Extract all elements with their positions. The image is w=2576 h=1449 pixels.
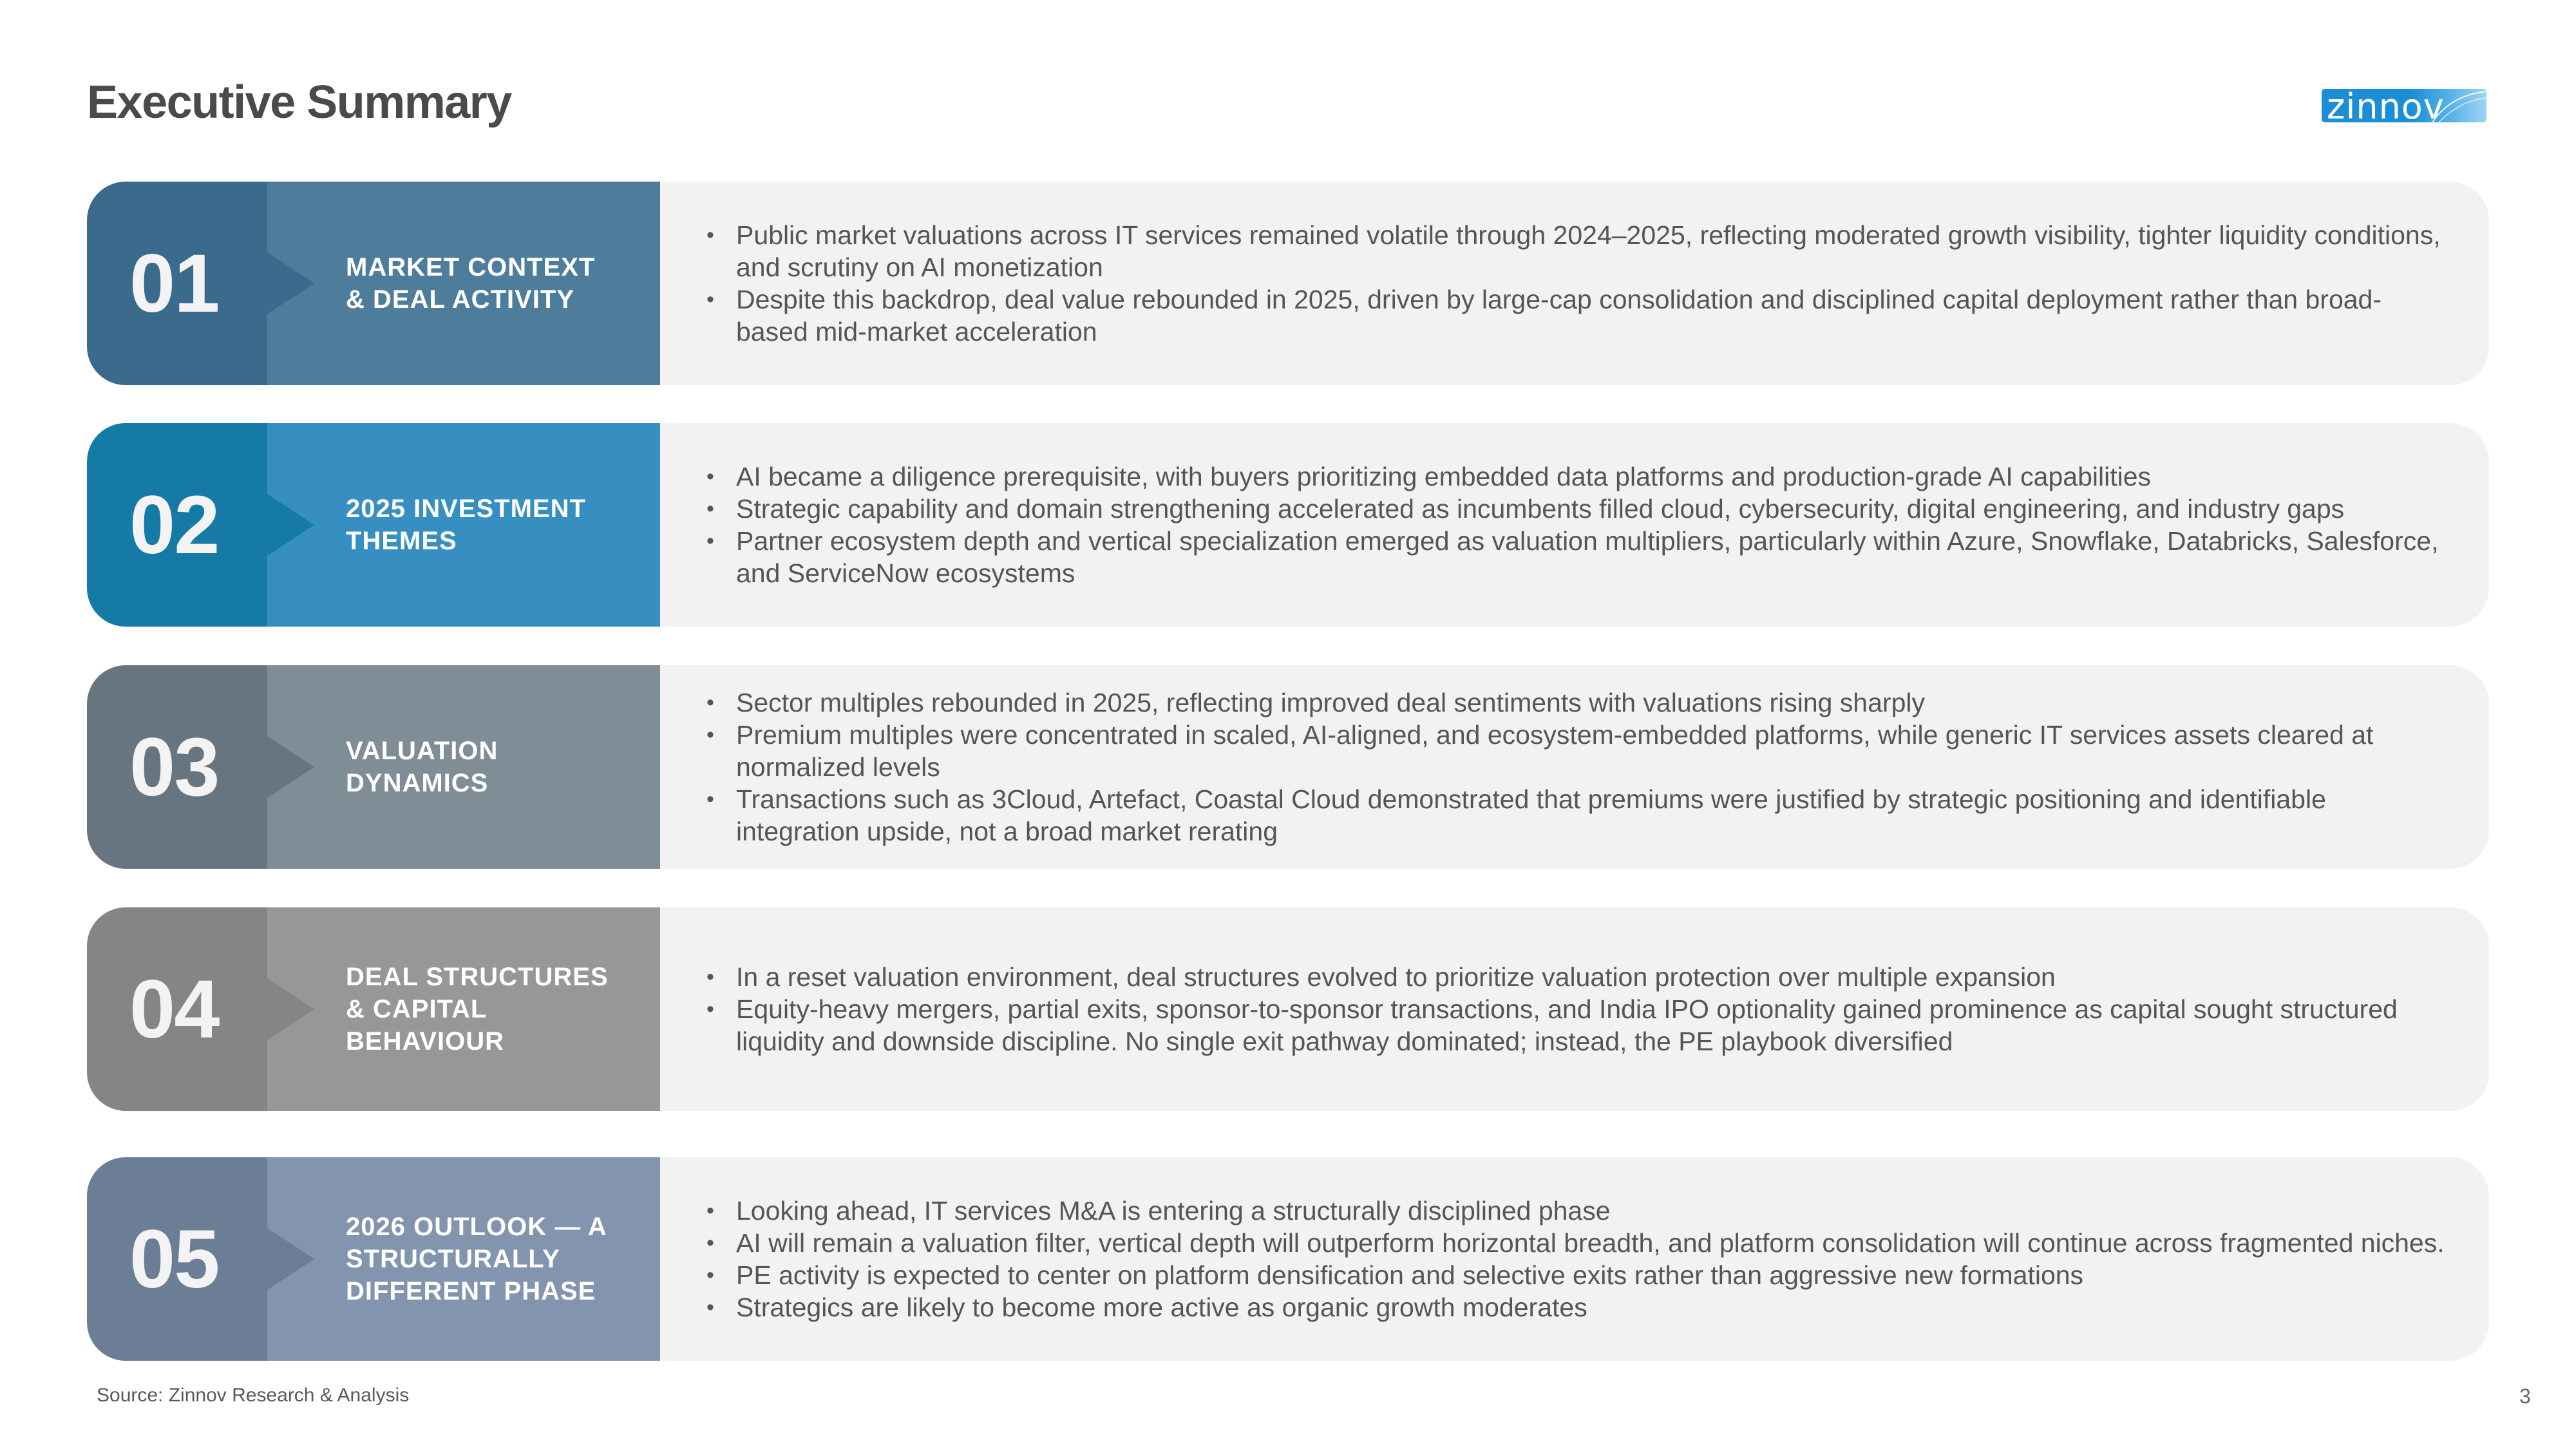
row-label-block — [267, 423, 660, 627]
bullet-item: • In a reset valuation environment, deal structures evolved to prioritize valuation protection over multiple expansion — [736, 961, 2450, 993]
chevron-right-icon — [267, 1228, 314, 1290]
summary-row-5 — [87, 1157, 2489, 1361]
row-label: 2025 INVESTMENT THEMES — [346, 495, 586, 555]
row-label: 2026 OUTLOOK — A STRUCTURALLY DIFFERENT PHASE — [346, 1213, 607, 1305]
summary-row-2 — [87, 423, 2489, 627]
logo-text: zinnov — [2327, 89, 2445, 122]
row-number-block — [87, 423, 267, 627]
row-number-block — [87, 907, 267, 1111]
bullet-item: • Sector multiples rebounded in 2025, reflecting improved deal sentiments with valuations rising sharply — [736, 687, 2450, 719]
bullet-list — [660, 687, 2489, 848]
chevron-right-icon — [267, 252, 314, 314]
row-number-block — [87, 182, 267, 385]
row-content — [660, 1157, 2489, 1361]
row-number: 02 — [129, 478, 219, 571]
row-label: VALUATION DYNAMICS — [346, 737, 498, 797]
row-content — [660, 423, 2489, 627]
bullet-item: • Public market valuations across IT services remained volatile through 2024–2025, reflecting moderated growth visibility, tighter liquidity conditions, and scrutiny on AI monetization — [736, 219, 2450, 283]
bullet-list — [660, 961, 2489, 1057]
row-label-block — [267, 1157, 660, 1361]
bullet-list — [660, 219, 2489, 348]
row-content — [660, 665, 2489, 869]
bullet-list — [660, 1195, 2483, 1323]
row-number: 04 — [129, 963, 219, 1056]
row-label: DEAL STRUCTURES & CAPITAL BEHAVIOUR — [346, 963, 609, 1056]
bullet-item: • Transactions such as 3Cloud, Artefact, Coastal Cloud demonstrated that premiums were justified by strategic positioning and identifiable integration upside, not a broad market rerating — [736, 783, 2450, 848]
source-note: Source: Zinnov Research & Analysis — [97, 1385, 410, 1406]
summary-row-3 — [87, 665, 2489, 869]
chevron-right-icon — [267, 736, 314, 798]
bullet-item: • AI will remain a valuation filter, vertical depth will outperform horizontal breadth, and platform consolidation will continue across fragmented niches. — [736, 1227, 2445, 1259]
row-number-block — [87, 665, 267, 869]
chevron-right-icon — [267, 494, 314, 556]
bullet-item: • Partner ecosystem depth and vertical specialization emerged as valuation multipliers, particularly within Azure, Snowflake, Databricks, Salesforce, and ServiceNow ecosystems — [736, 525, 2450, 589]
page-title: Executive Summary — [87, 77, 511, 128]
bullet-item: • Looking ahead, IT services M&A is entering a structurally disciplined phase — [736, 1195, 2445, 1227]
row-number-block — [87, 1157, 267, 1361]
bullet-list — [660, 460, 2489, 589]
row-label-block — [267, 182, 660, 385]
row-label-block — [267, 907, 660, 1111]
chevron-right-icon — [267, 978, 314, 1040]
row-content — [660, 182, 2489, 385]
summary-row-4 — [87, 907, 2489, 1111]
row-label: MARKET CONTEXT & DEAL ACTIVITY — [346, 253, 596, 314]
bullet-item: • Strategics are likely to become more active as organic growth moderates — [736, 1291, 2445, 1323]
row-number: 03 — [129, 721, 219, 813]
bullet-item: • Strategic capability and domain strengthening accelerated as incumbents filled cloud, cybersecurity, digital engineering, and industry gaps — [736, 493, 2450, 525]
row-number: 05 — [129, 1213, 219, 1305]
page-number: 3 — [2519, 1385, 2531, 1408]
bullet-item: • PE activity is expected to center on platform densification and selective exits rather than aggressive new formations — [736, 1259, 2445, 1291]
summary-row-1 — [87, 182, 2489, 385]
bullet-item: • AI became a diligence prerequisite, with buyers prioritizing embedded data platforms and production-grade AI capabilities — [736, 460, 2450, 493]
row-number: 01 — [129, 237, 219, 330]
zinnov-logo — [2322, 89, 2486, 122]
row-label-block — [267, 665, 660, 869]
bullet-item: • Despite this backdrop, deal value rebounded in 2025, driven by large-cap consolidation and disciplined capital deployment rather than broad-based mid-market acceleration — [736, 283, 2450, 348]
logo-swoosh-icon — [2322, 89, 2486, 122]
bullet-item: • Premium multiples were concentrated in scaled, AI-aligned, and ecosystem-embedded platforms, while generic IT services assets cleared at normalized levels — [736, 719, 2450, 783]
bullet-item: • Equity-heavy mergers, partial exits, sponsor-to-sponsor transactions, and India IPO optionality gained prominence as capital sought structured liquidity and downside discipline. No single exit pathway dominated; instead, the PE playbook diversified — [736, 993, 2450, 1057]
row-content — [660, 907, 2489, 1111]
